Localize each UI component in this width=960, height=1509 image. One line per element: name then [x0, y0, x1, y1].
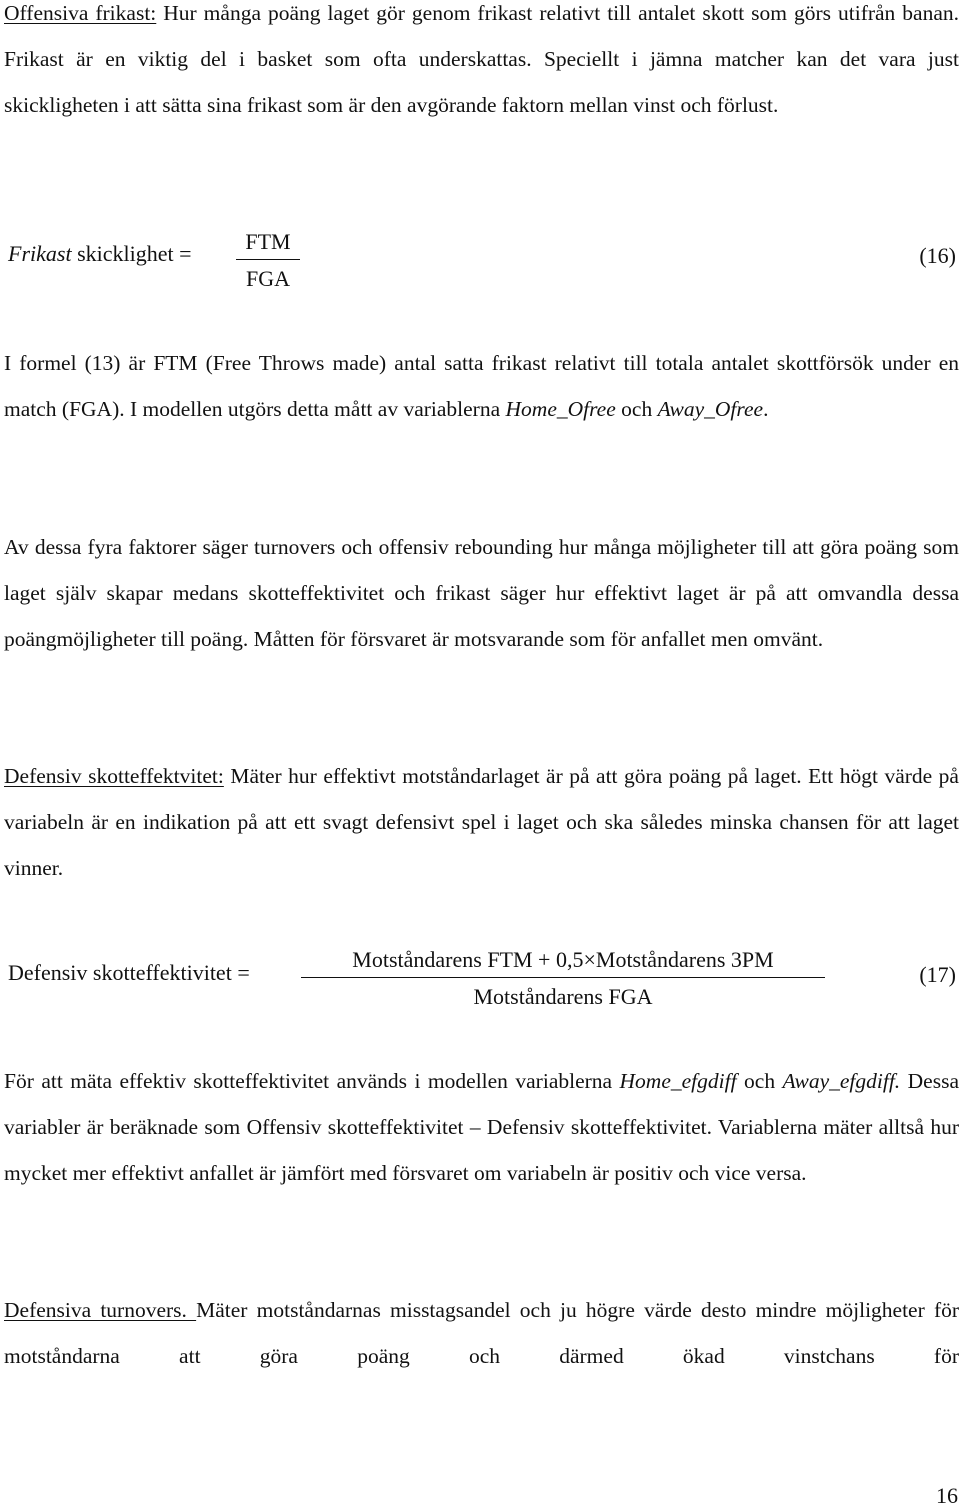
paragraph-text: .: [763, 397, 769, 421]
paragraph-text: För att mäta effektiv skotteffektivitet används i modellen variablerna: [4, 1069, 620, 1093]
fraction: [236, 229, 300, 292]
paragraph-text: Mäter hur effektivt motståndarlaget är på att göra poäng på laget. Ett högt värde på variabeln är en indikation på att ett svagt defensivt spel i laget och ska således minska chansen för att laget vinner.: [4, 764, 959, 880]
equation-lhs: Defensiv skotteffektivitet =: [8, 960, 250, 985]
equation-number: (17): [919, 962, 956, 987]
heading-defensiv-skotteffektvitet: Defensiv skotteffektvitet:: [4, 764, 224, 788]
paragraph-text: I formel (13) är FTM (Free Throws made) antal satta frikast relativt till totala antalet skottförsök under en match (FGA). I modellen utgörs detta mått av variablerna: [4, 351, 959, 421]
paragraph-formel: [4, 340, 959, 432]
paragraph-text: Mäter motståndarnas misstagsandel och ju högre värde desto mindre möjligheter för motståndarna att göra poäng och därmed ökad vinstchans för: [4, 1298, 960, 1368]
fraction: [301, 947, 825, 1010]
variable-name: Home_Ofree: [505, 397, 616, 421]
paragraph-text: och: [615, 397, 658, 421]
variable-name: Home_efgdiff: [619, 1069, 737, 1093]
fraction-denominator: Motståndarens FGA: [473, 984, 653, 1010]
equation-lhs-text: skicklighet =: [71, 241, 192, 266]
equation-lhs-italic: Frikast: [8, 241, 72, 266]
heading-defensiva-turnovers: Defensiva turnovers.: [4, 1298, 197, 1322]
fraction-denominator: FGA: [245, 266, 290, 292]
variable-name: Away_efgdiff.: [782, 1069, 901, 1093]
paragraph-text: Hur många poäng laget gör genom frikast relativt till antalet skott som görs utifrån banan. Frikast är en viktig del i basket som ofta underskattas. Speciellt i jämna matcher kan det vara just skickligheten i att sätta sina frikast som är den avgörande faktorn mellan vinst och förlust.: [4, 1, 959, 117]
paragraph-offensiva-frikast: [4, 0, 959, 128]
equation-number: (16): [919, 243, 956, 268]
paragraph-text: Av dessa fyra faktorer säger turnovers och offensiv rebounding hur många möjligheter till att göra poäng som laget själv skapar medans skotteffektivitet och frikast säger hur effektivt laget är på att omvandla dessa poängmöjligheter till poäng. Måtten för försvaret är motsvarande som för anfallet men omvänt.: [4, 535, 959, 651]
paragraph-text: Dessa variabler är beräknade som Offensiv skotteffektivitet – Defensiv skotteffektivitet. Variablerna mäter alltså hur mycket mer effektivt anfallet är jämfört med försvaret om variabeln är positiv och vice versa.: [4, 1069, 959, 1185]
paragraph-text: och: [736, 1069, 783, 1093]
page-number: 16: [936, 1483, 958, 1508]
heading-offensiva-frikast: Offensiva frikast:: [4, 1, 157, 25]
variable-name: Away_Ofree: [657, 397, 764, 421]
paragraph-defensiv-skotteffektvitet: [4, 753, 959, 891]
fraction-numerator: Motståndarens FTM + 0,5×Motståndarens 3PM: [352, 947, 774, 972]
fraction-numerator: FTM: [245, 229, 291, 254]
paragraph-fyra-faktorer: [4, 524, 959, 662]
paragraph-defensiva-turnovers: [4, 1287, 959, 1379]
paragraph-effektiv-skotteffektivitet: [4, 1058, 959, 1196]
equation-lhs: [8, 243, 192, 265]
